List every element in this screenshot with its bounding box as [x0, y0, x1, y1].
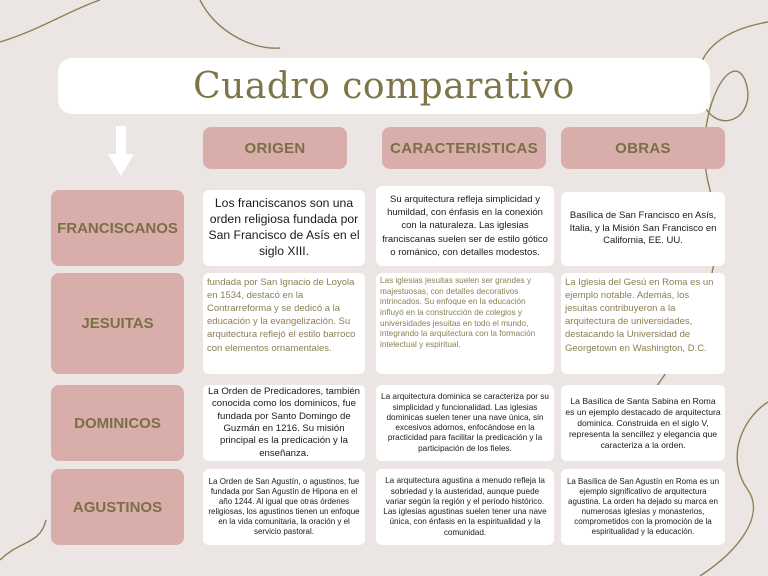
cell-agustinos-caracteristicas [376, 469, 554, 545]
cell-text: Su arquitectura refleja simplicidad y humildad, con énfasis en la conexión con la naturaleza. Las iglesias franciscanas suelen ser de estilo gótico o románico, con detalles modestos. [382, 194, 548, 258]
title-banner [58, 58, 710, 114]
row-label-text: FRANCISCANOS [57, 219, 178, 237]
decor-line-bottom-left [0, 520, 46, 560]
cell-jesuitas-caracteristicas [376, 273, 554, 374]
cell-text: Los franciscanos son una orden religiosa fundada por San Francisco de Asís en el siglo XIII. [208, 196, 360, 258]
cell-dominicos-obras [561, 385, 725, 461]
header-obras [561, 127, 725, 169]
row-label-jesuitas [51, 273, 184, 374]
cell-jesuitas-origen [203, 273, 365, 374]
decor-line-top-center [200, 0, 280, 48]
cell-text: La arquitectura agustina a menudo refleja la sobriedad y la austeridad, aunque puede variar según la región y el periodo histórico. Las iglesias agustinas suelen tener una nave única, con énfasis en la espiritualidad y la comunidad. [383, 476, 547, 537]
down-arrow-icon [108, 126, 134, 178]
cell-dominicos-caracteristicas [376, 385, 554, 461]
header-origen [203, 127, 347, 169]
cell-text: La Orden de Predicadores, también conocida como los dominicos, fue fundada por Santo Domingo de Guzmán en 1216. Su misión principal es la predicación y la enseñanza. [208, 385, 360, 459]
cell-dominicos-origen [203, 385, 365, 461]
header-obras-label: OBRAS [615, 139, 671, 157]
row-label-agustinos [51, 469, 184, 545]
cell-text: La arquitectura dominica se caracteriza por su simplicidad y funcionalidad. Las iglesias dominicas suelen tener una nave única, sin excesivos adornos, enfocándose en la practicidad para facilitar la predicación y la participación de los fieles. [381, 392, 549, 453]
header-caracteristicas-label: CARACTERISTICAS [390, 139, 538, 157]
row-label-franciscanos [51, 190, 184, 266]
cell-jesuitas-obras [561, 273, 725, 374]
cell-franciscanos-caracteristicas [376, 186, 554, 266]
header-origen-label: ORIGEN [244, 139, 306, 157]
page-title: Cuadro comparativo [193, 65, 575, 107]
header-caracteristicas [382, 127, 546, 169]
row-label-text: JESUITAS [81, 315, 154, 332]
cell-text: Basílica de San Francisco en Asís, Italia, y la Misión San Francisco en California, EE. UU. [569, 210, 717, 247]
decor-line-top-left [0, 0, 100, 42]
cell-text: Las iglesias jesuitas suelen ser grandes y majestuosas, con detalles decorativos intrincados. Su enfoque en la educación influyó en la construcción de colegios y universidades jesuitas en todo el mundo, integrando la arquitectura con la formación intelectual y espiritual. [380, 276, 536, 349]
row-label-dominicos [51, 385, 184, 461]
cell-text: La Basílica de Santa Sabina en Roma es un ejemplo destacado de arquitectura dominica. Construida en el siglo V, representa la sencillez y elegancia que caracteriza a la orden. [565, 395, 721, 450]
cell-text: La Orden de San Agustín, o agustinos, fue fundada por San Agustín de Hipona en el año 1244. Al igual que otras órdenes religiosas, los agustinos tienen un enfoque en la vida comunitaria, la oración y el servicio pastoral. [208, 477, 360, 536]
cell-franciscanos-origen [203, 190, 365, 266]
cell-text: La Iglesia del Gesù en Roma es un ejemplo notable. Además, los jesuitas contribuyeron a la arquitectura de universidades, destacando la Universidad de Georgetown en Washington, D.C. [565, 277, 714, 354]
cell-agustinos-origen [203, 469, 365, 545]
cell-agustinos-obras [561, 469, 725, 545]
cell-franciscanos-obras [561, 192, 725, 266]
row-label-text: AGUSTINOS [72, 498, 163, 516]
cell-text: La Basílica de San Agustín en Roma es un ejemplo significativo de arquitectura agustina. La orden ha dejado su marca en numerosas iglesias y monasterios, comprometidos con la promoción de la espiritualidad y la educación. [566, 477, 720, 536]
row-label-text: DOMINICOS [74, 414, 161, 432]
cell-text: fundada por San Ignacio de Loyola en 1534, destacó en la Contrarreforma y se dedicó a la educación y la evangelización. Su arquitectura reflejó el estilo barroco con elementos ornamentales. [207, 277, 356, 354]
